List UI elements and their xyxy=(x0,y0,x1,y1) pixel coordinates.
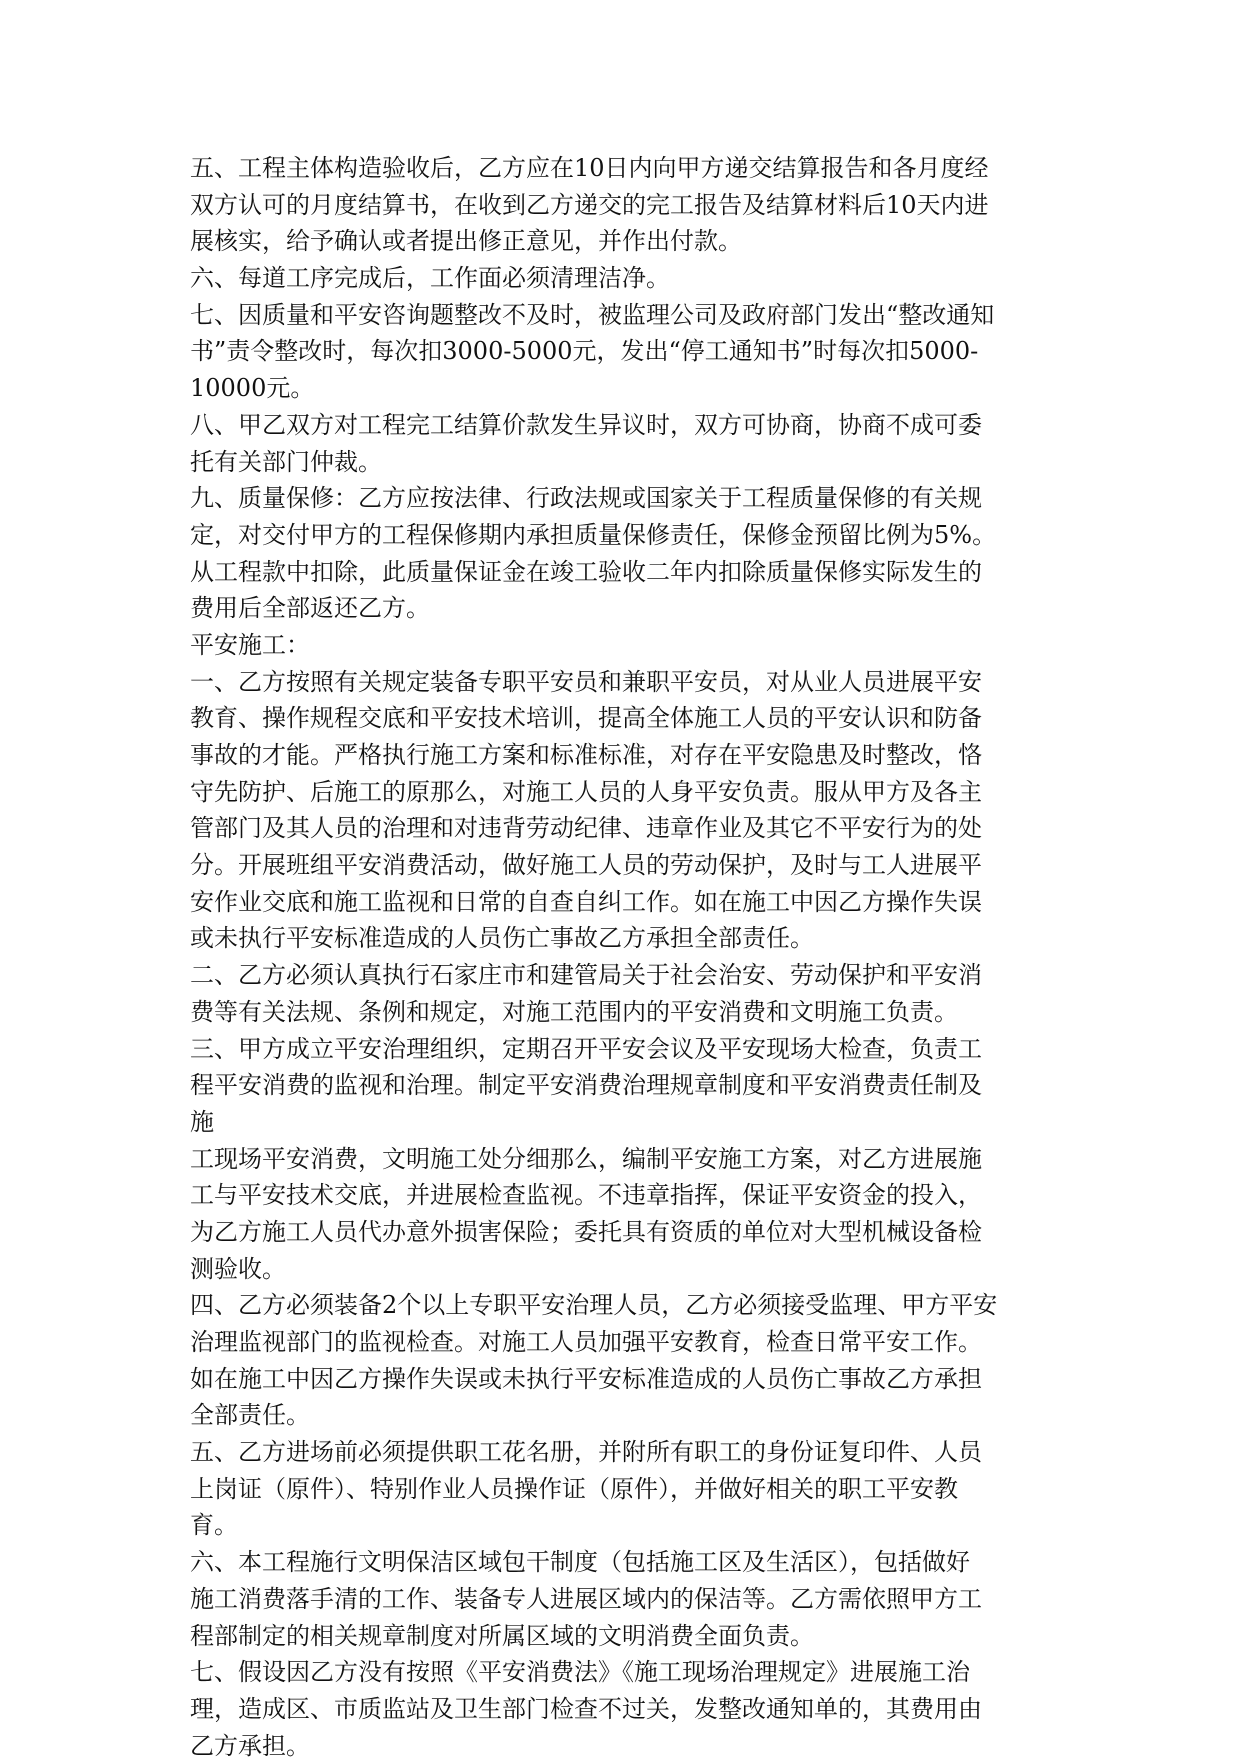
text-line: 程部制定的相关规章制度对所属区域的文明消费全面负责。 xyxy=(190,1621,814,1650)
text-line: 测验收。 xyxy=(190,1254,286,1283)
text-line: 教育、操作规程交底和平安技术培训，提高全体施工人员的平安认识和防备 xyxy=(190,704,982,733)
text-line: 管部门及其人员的治理和对违背劳动纪律、违章作业及其它不平安行为的处 xyxy=(190,814,982,843)
text-line: 托有关部门仲裁。 xyxy=(190,447,382,476)
text-line: 事故的才能。严格执行施工方案和标准标准，对存在平安隐患及时整改，恪 xyxy=(190,741,982,769)
text-line: 为乙方施工人员代办意外损害保险；委托具有资质的单位对大型机械设备检 xyxy=(190,1217,982,1246)
text-line: 理，造成区、市质监站及卫生部门检查不过关，发整改通知单的，其费用由 xyxy=(190,1694,982,1723)
text-line: 九、质量保修：乙方应按法律、行政法规或国家关于工程质量保修的有关规 xyxy=(190,484,982,513)
text-line: 从工程款中扣除，此质量保证金在竣工验收二年内扣除质量保修实际发生的 xyxy=(190,557,982,586)
text-line: 八、甲乙双方对工程完工结算价款发生异议时，双方可协商，协商不成可委 xyxy=(190,410,982,439)
text-line: 守先防护、后施工的原那么，对施工人员的人身平安负责。服从甲方及各主 xyxy=(190,777,982,806)
text-line: 10000元。 xyxy=(190,374,315,403)
text-line: 费等有关法规、条例和规定，对施工范围内的平安消费和文明施工负责。 xyxy=(190,997,958,1026)
text-line: 七、假设因乙方没有按照《平安消费法》《施工现场治理规定》进展施工治 xyxy=(190,1658,970,1687)
text-line: 展核实，给予确认或者提出修正意见，并作出付款。 xyxy=(190,227,742,256)
text-line: 七、因质量和平安咨询题整改不及时，被监理公司及政府部门发出“整改通知 xyxy=(190,300,995,329)
text-line: 五、乙方进场前必须提供职工花名册，并附所有职工的身份证复印件、人员 xyxy=(190,1438,982,1467)
text-line: 分。开展班组平安消费活动，做好施工人员的劳动保护，及时与工人进展平 xyxy=(190,851,982,880)
document-page xyxy=(190,150,1050,1764)
text-line: 五、工程主体构造验收后，乙方应在10日内向甲方递交结算报告和各月度经 xyxy=(190,154,989,182)
text-line: 六、每道工序完成后，工作面必须清理洁净。 xyxy=(190,264,670,293)
text-line: 乙方承担。 xyxy=(190,1731,310,1760)
text-line: 程平安消费的监视和治理。制定平安消费治理规章制度和平安消费责任制及 xyxy=(190,1071,982,1100)
text-line: 工现场平安消费，文明施工处分细那么，编制平安施工方案，对乙方进展施 xyxy=(190,1144,982,1173)
text-line: 平安施工： xyxy=(190,630,310,659)
text-line: 三、甲方成立平安治理组织，定期召开平安会议及平安现场大检查，负责工 xyxy=(190,1034,982,1063)
text-line: 安作业交底和施工监视和日常的自查自纠工作。如在施工中因乙方操作失误 xyxy=(190,887,982,916)
text-line: 工与平安技术交底，并进展检查监视。不违章指挥，保证平安资金的投入， xyxy=(190,1181,982,1210)
text-line: 定，对交付甲方的工程保修期内承担质量保修责任，保修金预留比例为5%。 xyxy=(190,520,997,549)
text-line: 施工消费落手清的工作、装备专人进展区域内的保洁等。乙方需依照甲方工 xyxy=(190,1584,982,1613)
text-line: 六、本工程施行文明保洁区域包干制度（包括施工区及生活区），包括做好 xyxy=(190,1548,970,1577)
text-line: 或未执行平安标准造成的人员伤亡事故乙方承担全部责任。 xyxy=(190,924,814,953)
text-line: 治理监视部门的监视检查。对施工人员加强平安教育，检查日常平安工作。 xyxy=(190,1328,982,1356)
text-line: 上岗证（原件）、特别作业人员操作证（原件），并做好相关的职工平安教 xyxy=(190,1474,958,1503)
text-line: 一、乙方按照有关规定装备专职平安员和兼职平安员，对从业人员进展平安 xyxy=(190,667,982,696)
text-line: 双方认可的月度结算书，在收到乙方递交的完工报告及结算材料后10天内进 xyxy=(190,190,989,219)
text-line: 二、乙方必须认真执行石家庄市和建管局关于社会治安、劳动保护和平安消 xyxy=(190,961,982,990)
text-line: 育。 xyxy=(190,1511,238,1540)
text-line: 四、乙方必须装备2个以上专职平安治理人员，乙方必须接受监理、甲方平安 xyxy=(190,1291,998,1320)
text-line: 书”责令整改时，每次扣3000-5000元，发出“停工通知书”时每次扣5000- xyxy=(190,337,979,366)
text-line: 如在施工中因乙方操作失误或未执行平安标准造成的人员伤亡事故乙方承担 xyxy=(190,1364,982,1393)
text-line: 费用后全部返还乙方。 xyxy=(190,594,430,623)
text-line: 全部责任。 xyxy=(190,1401,310,1430)
text-line: 施 xyxy=(190,1107,214,1136)
